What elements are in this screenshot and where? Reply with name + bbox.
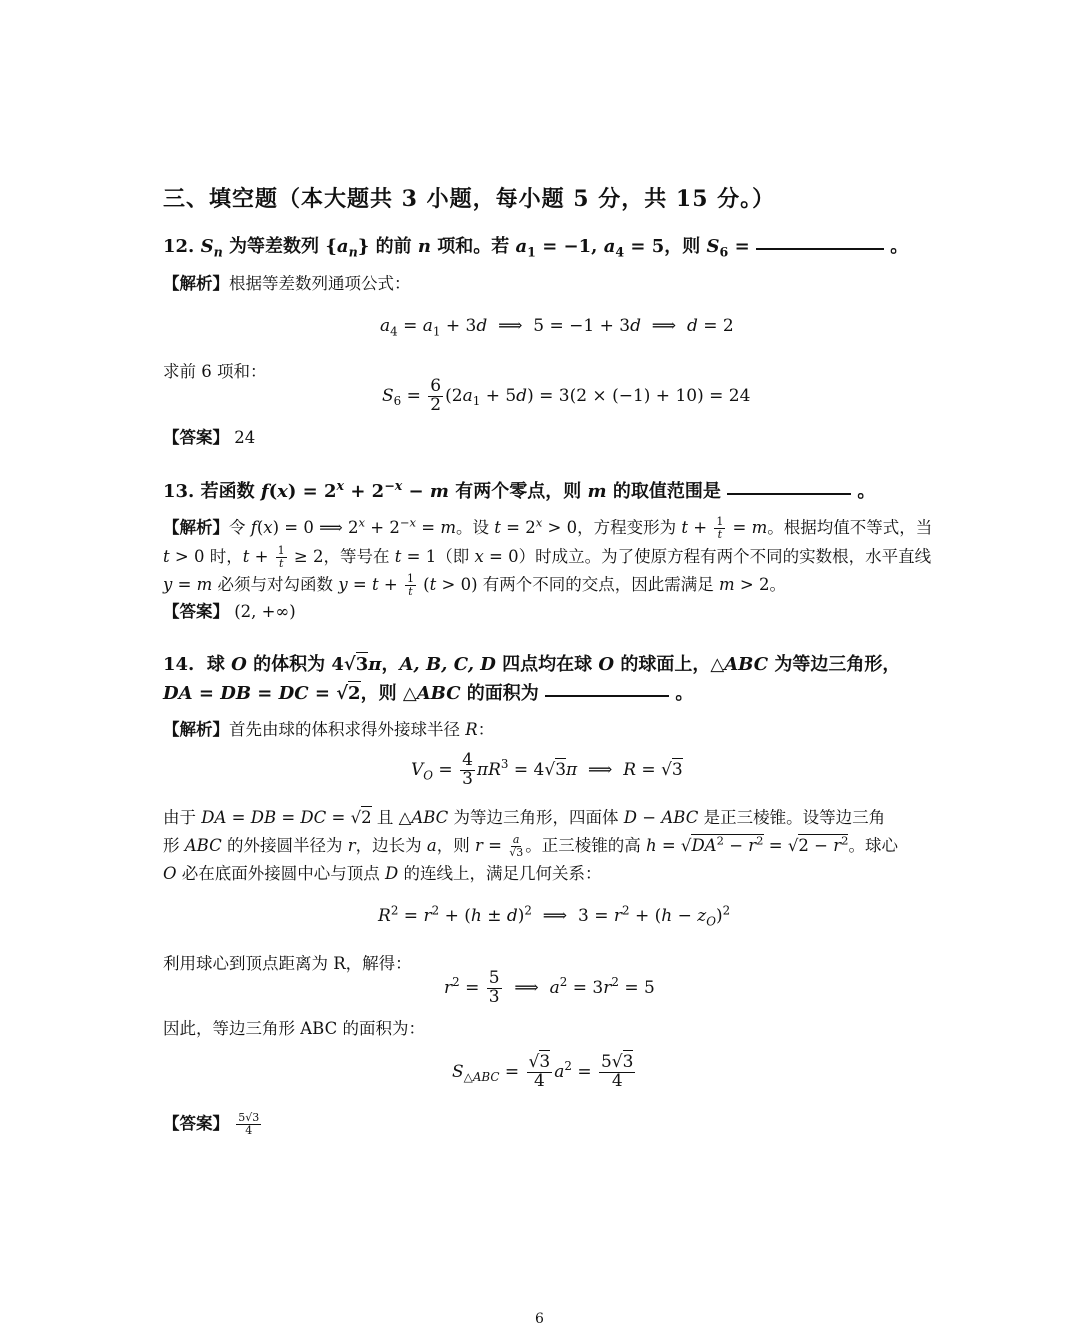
analysis-tag: 【解析】: [163, 720, 229, 739]
q13-analysis-line-3: y = m 必须与对勾函数 y = t + $\frac{1}{t}$ (t > 0) 有两个不同的交点，因此需满足 m > 2。: [163, 572, 786, 598]
answer-tag: 【答案】: [163, 428, 229, 447]
q12-mid-text: 求前 6 项和：: [163, 362, 267, 381]
answer-blank: [727, 492, 851, 495]
question-14-line-2: DA = DB = DC = √2，则 △ABC 的面积为 。: [163, 683, 694, 704]
q14-analysis-line-3: O 必在底面外接圆中心与顶点 D 的连线上，满足几何关系：: [163, 864, 602, 883]
analysis-tag: 【解析】: [163, 518, 229, 537]
q14-analysis-line-1: 由于 DA = DB = DC = √2 且 △ABC 为等边三角形，四面体 D − ABC 是正三棱锥。设等边三角: [163, 808, 886, 827]
q12-analysis: [163, 270, 411, 297]
answer-tag: 【答案】: [163, 602, 229, 621]
question-12-number: 12.: [163, 236, 195, 257]
answer-blank: [756, 247, 884, 250]
question-13: 13. 若函数 $f(x) = 2^x + 2^{-x} - m$ 有两个零点，则 m 的取值范围是 。: [163, 478, 876, 502]
q13-analysis-line-1: 【解析】令 f(x) = 0 ⟹ $2^x + 2^{-x} = m$。设 $t = 2^x > 0$，方程变形为 t + $\frac{1}{t}$ = m。根据均值不等式，当: [163, 515, 933, 541]
q13-answer: [163, 598, 296, 625]
q13-answer-value: (2, +∞): [234, 602, 296, 621]
section-heading: 三、填空题（本大题共 3 小题，每小题 5 分，共 15 分。）: [163, 186, 776, 212]
question-12: 12. $S_n$ 为等差数列 $\{a_n\}$ 的前 n 项和。若 $a_1 = -1$, $a_4 = 5$，则 $S_6$ = 。: [163, 236, 909, 260]
question-14-number: 14.: [163, 654, 195, 675]
question-14-line-1: 14. 球 O 的体积为 4√3π，A, B, C, D 四点均在球 O 的球面上，△ABC 为等边三角形，: [163, 654, 901, 675]
question-13-number: 13.: [163, 481, 195, 502]
q12-answer-value: 24: [234, 428, 256, 447]
q14-text-area: 因此，等边三角形 ABC 的面积为：: [163, 1019, 425, 1038]
q14-answer-value: $\frac{5√3}{4}$: [238, 1111, 260, 1137]
q14-equation-area: $S_{\triangle ABC}$ = $\frac{√3}{4}$ $a^2$ = $\frac{5√3}{4}$: [452, 1052, 634, 1091]
q12-equation-2: $S_6$ = $\frac{6}{2}$ $(2a_1 + 5d) = 3(2 \times (-1) + 10) = 24$: [382, 376, 751, 415]
analysis-tag: 【解析】: [163, 274, 229, 293]
q14-analysis-intro: 首先由球的体积求得外接球半径: [229, 720, 460, 739]
q14-equation-radius: $r^2$ = $\frac{5}{3}$ ⟹ $a^2 = 3r^2 = 5$: [444, 968, 655, 1007]
q13-analysis-line-2: t > 0 时，t + $\frac{1}{t}$ ≥ 2，等号在 t = 1（即 x = 0）时成立。为了使原方程有两个不同的实数根，水平直线: [163, 544, 932, 570]
q14-equation-geometry: $R^2 = r^2 + (h \pm d)^2$ ⟹ $3 = r^2 + (h - z_O)^2$: [378, 903, 731, 929]
q14-answer: [163, 1110, 263, 1137]
page-number: 6: [535, 1311, 544, 1327]
answer-blank: [545, 694, 669, 697]
answer-tag: 【答案】: [163, 1114, 229, 1133]
q14-analysis: 【解析】首先由球的体积求得外接球半径 R：: [163, 720, 495, 739]
q12-equation-1: $a_4 = a_1 + 3d$ ⟹ 5 = −1 + 3d ⟹ d = 2: [380, 316, 734, 339]
q12-analysis-intro: 根据等差数列通项公式：: [229, 274, 411, 293]
q14-analysis-line-2: 形 ABC 的外接圆半径为 r，边长为 a，则 r = $\frac{a}{√3}$ 。正三棱锥的高 $h = √DA^2 - r^2 = √2 - r^2$。球心: [163, 833, 898, 859]
q12-answer: [163, 424, 255, 451]
q14-equation-volume: $V_O$ = $\frac{4}{3}$ $\pi R^3 = 4√3\pi$ ⟹ R = √3: [411, 750, 683, 789]
q14-text-radius: 利用球心到顶点距离为 R，解得：: [163, 954, 412, 973]
